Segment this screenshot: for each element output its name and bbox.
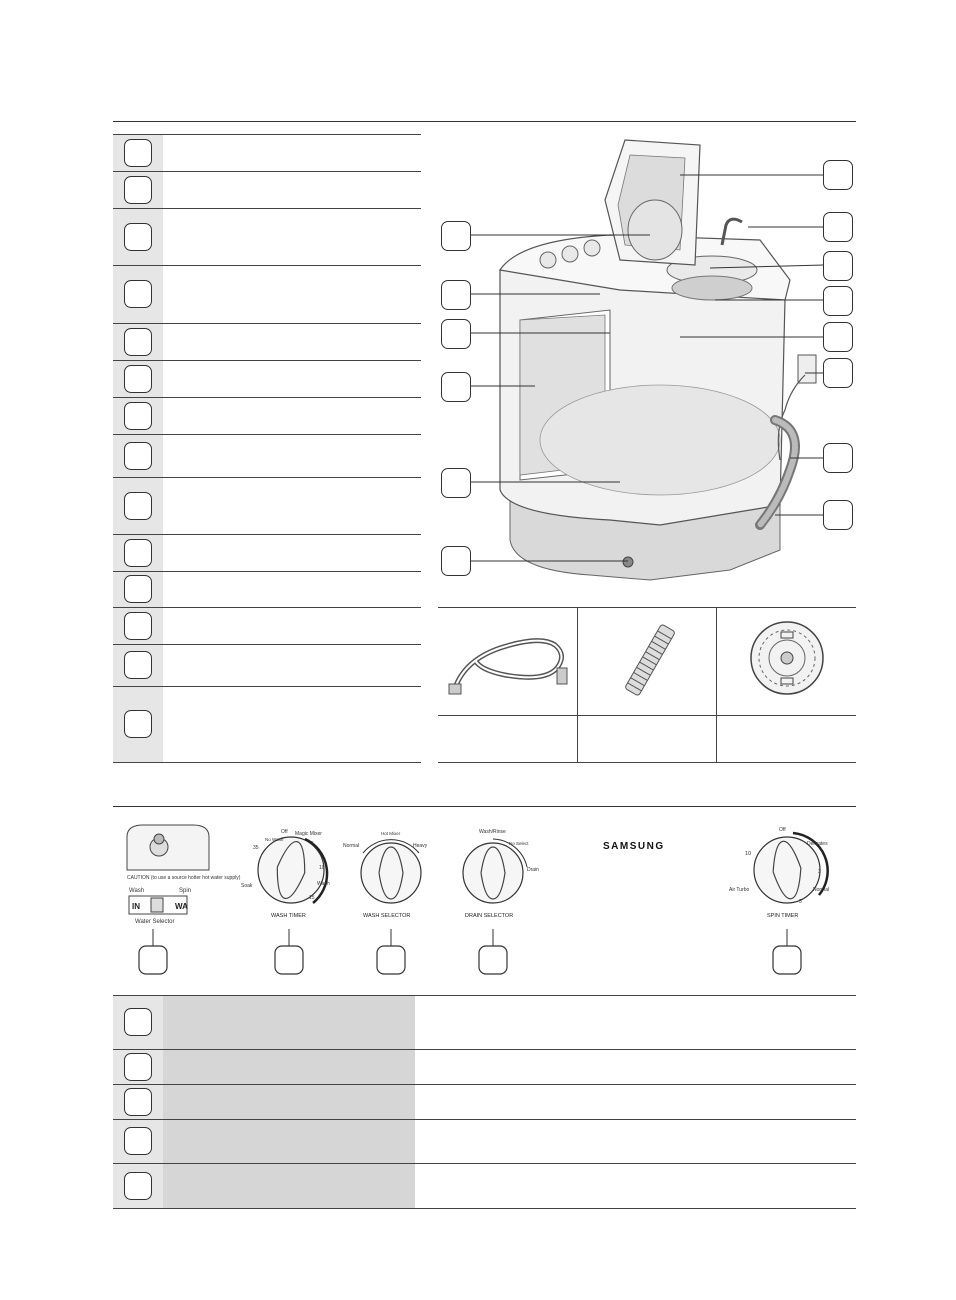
water-selector-title: Water Selector xyxy=(135,919,175,925)
svg-text:15: 15 xyxy=(309,895,315,901)
svg-text:Delicates: Delicates xyxy=(807,841,828,847)
inlet-hose-icon xyxy=(445,620,570,700)
svg-text:Hot Mixer: Hot Mixer xyxy=(381,831,401,836)
svg-text:10: 10 xyxy=(319,865,325,871)
callout-box xyxy=(441,319,471,349)
wash-timer-title: WASH TIMER xyxy=(271,913,306,919)
svg-text:No Select: No Select xyxy=(509,841,529,846)
controls-number-box xyxy=(124,1127,152,1155)
callout-box xyxy=(441,546,471,576)
callout-box xyxy=(823,212,853,242)
switch-left-text: IN xyxy=(132,902,140,911)
controls-row-divider xyxy=(113,1119,856,1120)
wash-timer-dial xyxy=(241,829,330,919)
callout-box xyxy=(823,500,853,530)
water-selector xyxy=(127,825,241,925)
svg-text:Wash: Wash xyxy=(317,881,330,887)
svg-text:Drain: Drain xyxy=(527,867,539,873)
wash-selector-dial xyxy=(343,831,428,919)
svg-text:35: 35 xyxy=(253,845,259,851)
svg-text:Soak: Soak xyxy=(241,883,253,889)
svg-text:Normal: Normal xyxy=(813,887,830,893)
svg-text:Off: Off xyxy=(779,827,786,833)
controls-row-divider xyxy=(113,1084,856,1085)
svg-text:5: 5 xyxy=(799,899,802,905)
callout-box xyxy=(823,160,853,190)
wash-selector-title: WASH SELECTOR xyxy=(363,913,411,919)
drain-selector-title: DRAIN SELECTOR xyxy=(465,913,514,919)
controls-row-divider xyxy=(113,995,856,996)
svg-text:3: 3 xyxy=(818,869,821,875)
callout-box xyxy=(823,251,853,281)
spin-timer-title: SPIN TIMER xyxy=(767,913,799,919)
controls-row-divider xyxy=(113,1208,856,1209)
callout-box xyxy=(823,322,853,352)
callout-box xyxy=(441,221,471,251)
svg-text:Magic Mixer: Magic Mixer xyxy=(295,831,322,837)
svg-text:No Wash: No Wash xyxy=(265,837,284,842)
svg-text:10: 10 xyxy=(745,851,752,857)
section-rule xyxy=(113,806,856,807)
drain-selector-dial xyxy=(463,829,539,919)
brand-logo: SAMSUNG xyxy=(603,841,665,852)
callout-box xyxy=(441,468,471,498)
controls-number-box xyxy=(124,1053,152,1081)
callout-box xyxy=(823,443,853,473)
controls-number-box xyxy=(124,1008,152,1036)
svg-text:Off: Off xyxy=(281,829,288,835)
drain-hose-icon xyxy=(605,615,695,705)
water-spin-label: Spin xyxy=(179,888,192,894)
controls-number-box xyxy=(124,1172,152,1200)
controls-row-divider xyxy=(113,1163,856,1164)
spin-cap-icon xyxy=(747,618,827,698)
controls-row-divider xyxy=(113,1049,856,1050)
spin-timer-dial xyxy=(729,827,829,919)
water-wash-label: Wash xyxy=(129,888,145,894)
callout-box xyxy=(441,280,471,310)
svg-text:Normal: Normal xyxy=(343,843,360,849)
svg-text:5: 5 xyxy=(311,841,314,847)
callout-box xyxy=(441,372,471,402)
callout-box xyxy=(823,286,853,316)
callout-box xyxy=(823,358,853,388)
switch-right-text: WA xyxy=(175,902,188,911)
controls-number-box xyxy=(124,1088,152,1116)
svg-text:Wash/Rinse: Wash/Rinse xyxy=(479,829,506,835)
control-panel xyxy=(113,815,856,985)
svg-text:Air Turbo: Air Turbo xyxy=(729,887,750,893)
water-caution-text: CAUTION (to use a source hotter hot water supply) xyxy=(127,875,241,881)
svg-text:Heavy: Heavy xyxy=(413,843,428,849)
